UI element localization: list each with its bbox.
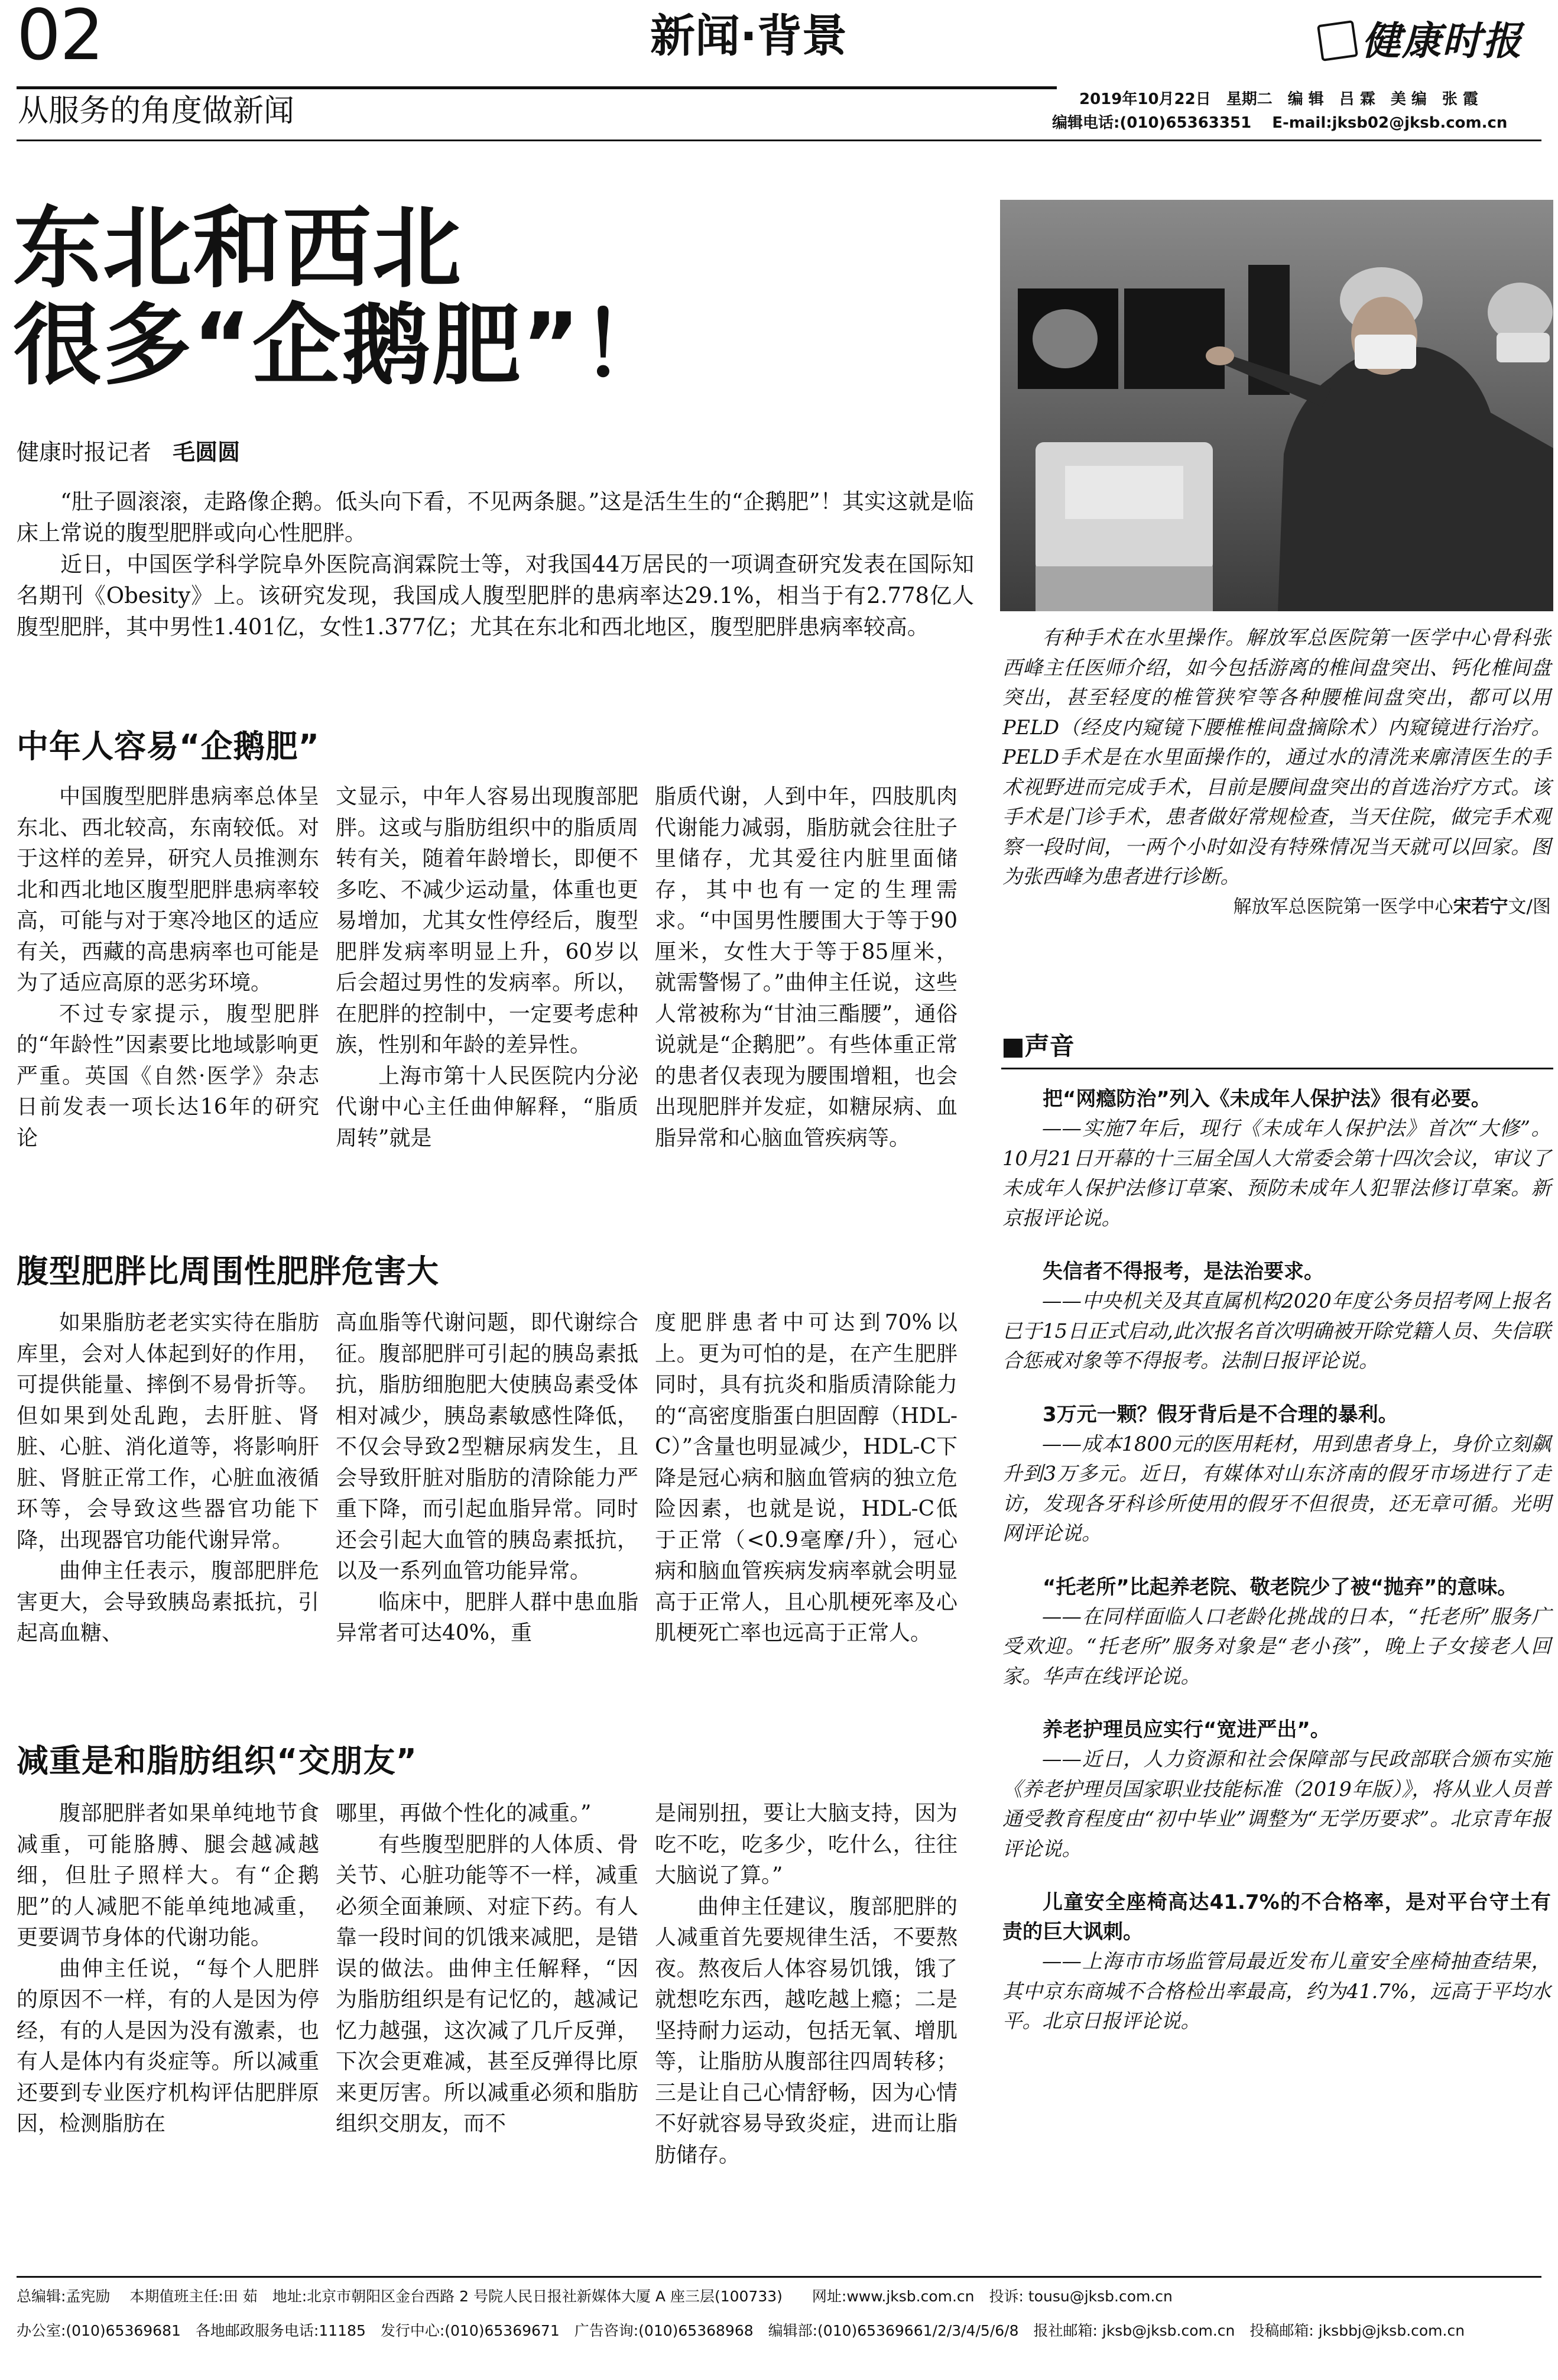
voice-title: 3万元一颗？假牙背后是不合理的暴利。 — [1043, 1402, 1398, 1426]
photo-credit-prefix: 解放军总医院第一医学中心 — [1233, 896, 1453, 917]
article-column — [336, 782, 638, 1154]
voices-rule — [1001, 1068, 1553, 1069]
photo-caption-text: 有种手术在水里操作。解放军总医院第一医学中心骨科张西峰主任医师介绍，如今包括游离的椎间盘突出、钙化椎间盘突出，甚至轻度的椎管狭窄等各种腰椎间盘突出，都可以用PELD（经皮内窥镜下腰椎椎间盘摘除术）内窥镜进行治疗。PELD手术是在水里面操作的，通过水的清洗来廓清医生的手术视野进而完成手术，目前是腰间盘突出的首选治疗方式。该手术是门诊手术，患者做好常规检查，当天住院，做完手术观察一段时间，一两个小时如没有特殊情况当天就可以回家。图为张西峰为患者进行诊断。 — [1002, 626, 1551, 888]
news-photo — [1000, 200, 1553, 611]
article-column — [655, 1798, 957, 2171]
photo-credit — [1002, 892, 1551, 922]
masthead-seal-icon — [1317, 20, 1358, 61]
voice-item — [1002, 1257, 1551, 1376]
voice-item — [1002, 1084, 1551, 1233]
voices-list — [1002, 1084, 1551, 2037]
header-info-line1: 2019年10月22日 星期二 编 辑 吕 霖 美 编 张 霞 — [1079, 90, 1478, 108]
body-paragraph: 脂质代谢，人到中年，四肢肌肉代谢能力减弱，脂肪就会往肚子里储存，尤其爱往内脏里面储存，其中也有一定的生理需求。“中国男性腰围大于等于90厘米，女性大于等于85厘米，就需警惕了。”曲伸主任说，这些人常被称为“甘油三酯腰”，通俗说就是“企鹅肥”。有些体重正常的患者仅表现为腰围增粗，也会出现肥胖并发症，如糖尿病、血脂异常和心脑血管疾病等。 — [655, 784, 957, 1150]
surgery-photo-illustration — [1000, 200, 1553, 611]
voice-item — [1002, 1888, 1551, 2037]
voice-body: ——实施7年后，现行《未成年人保护法》首次“大修”。10月21日开幕的十三届全国人大常委会第十四次会议，审议了未成年人保护法修订草案、预防未成年人犯罪法修订草案。新京报评论说。 — [1002, 1117, 1551, 1230]
header-slogan: 从服务的角度做新闻 — [18, 93, 295, 129]
voice-body: ——近日，人力资源和社会保障部与民政部联合颁布实施《养老护理员国家职业技能标准（2019年版）》，将从业人员普通受教育程度由“初中毕业”调整为“无学历要求”。北京青年报评论说。 — [1002, 1747, 1551, 1860]
voice-title: 失信者不得报考，是法治要求。 — [1043, 1260, 1324, 1283]
section-heading: 中年人容易“企鹅肥” — [17, 728, 320, 765]
photo-caption — [1002, 623, 1551, 922]
body-paragraph: 度肥胖患者中可达到70%以上。更为可怕的是，在产生肥胖同时，具有抗炎和脂质清除能力的“高密度脂蛋白胆固醇（HDL-C）”含量也明显减少，HDL-C下降是冠心病和脑血管病的独立危险因素，也就是说，HDL-C低于正常（<0.9毫摩/升），冠心病和脑血管疾病发病率就会明显高于正常人，且心肌梗死率及心肌梗死亡率也远高于正常人。 — [655, 1311, 957, 1645]
header-info-line2: 编辑电话:(010)65363351 E-mail:jksb02@jksb.com.cn — [1052, 114, 1508, 132]
article-column — [336, 1308, 638, 1649]
body-paragraph: 如果脂肪老老实实待在脂肪库里，会对人体起到好的作用，可提供能量、摔倒不易骨折等。但如果到处乱跑，去肝脏、肾脏、心脏、消化道等，将影响肝脏、肾脏正常工作，心脏血液循环等，会导致这些器官功能下降，出现器官功能代谢异常。 — [17, 1311, 319, 1552]
body-paragraph: 是闹别扭，要让大脑支持，因为吃不吃，吃多少，吃什么，往往大脑说了算。” — [655, 1801, 957, 1888]
body-paragraph: 有些腹型肥胖的人体质、骨关节、心脏功能等不一样，减重必须全面兼顾、对症下药。有人靠一段时间的饥饿来减肥，是错误的做法。曲伸主任解释，“因为脂肪组织是有记忆的，越减记忆力越强，这次减了几斤反弹，下次会更难减，甚至反弹得比原来更厉害。所以减重必须和脂肪组织交朋友，而不 — [336, 1832, 638, 2136]
body-paragraph: 不过专家提示，腹型肥胖的“年龄性”因素要比地域影响更严重。英国《自然·医学》杂志日前发表一项长达16年的研究论 — [17, 1001, 319, 1150]
section-title: 新闻·背景 — [650, 9, 847, 62]
voice-body: ——在同样面临人口老龄化挑战的日本，“托老所”服务广受欢迎。“托老所”服务对象是“老小孩”，晚上子女接老人回家。华声在线评论说。 — [1002, 1604, 1551, 1688]
voice-title: 把“网瘾防治”列入《未成年人保护法》很有必要。 — [1043, 1087, 1491, 1111]
body-paragraph: 临床中，肥胖人群中患血脂异常者可达40%，重 — [336, 1590, 638, 1645]
photo-credit-suffix: 文/图 — [1508, 896, 1551, 917]
voice-title: 养老护理员应实行“宽进严出”。 — [1043, 1718, 1330, 1742]
article-column — [655, 1308, 957, 1649]
body-paragraph: 高血脂等代谢问题，即代谢综合征。腹部肥胖可引起的胰岛素抵抗，脂肪细胞肥大使胰岛素受体相对减少，胰岛素敏感性降低，不仅会导致2型糖尿病发生，且会导致肝脏对脂肪的清除能力严重下降，而引起血脂异常。同时还会引起大血管的胰岛素抵抗，以及一系列血管功能异常。 — [336, 1311, 638, 1583]
body-paragraph: 中国腹型肥胖患病率总体呈东北、西北较高，东南较低。对于这样的差异，研究人员推测东北和西北地区腹型肥胖患病率较高，可能与对于寒冷地区的适应有关，西藏的高患病率也可能是为了适应高原的恶劣环境。 — [17, 784, 319, 995]
voice-item — [1002, 1400, 1551, 1549]
voice-item — [1002, 1715, 1551, 1864]
voices-heading: ■声音 — [1001, 1032, 1075, 1061]
article-column — [17, 782, 319, 1154]
masthead-name: 健康时报 — [1362, 18, 1523, 64]
article-column — [17, 1798, 319, 2140]
photo-credit-name: 宋若宁 — [1453, 896, 1508, 917]
voice-title: “托老所”比起养老院、敬老院少了被“抛弃”的意味。 — [1043, 1575, 1518, 1599]
article-column — [17, 1308, 319, 1649]
header-bottom-rule — [17, 140, 1541, 141]
byline-name: 毛圆圆 — [173, 439, 241, 465]
voice-body: ——成本1800元的医用耗材，用到患者身上，身价立刻飙升到3万多元。近日，有媒体对山东济南的假牙市场进行了走访，发现各牙科诊所使用的假牙不但很贵，还无章可循。光明网评论说。 — [1002, 1432, 1551, 1545]
body-paragraph: 哪里，再做个性化的减重。” — [336, 1801, 592, 1825]
section-heading: 腹型肥胖比周围性肥胖危害大 — [17, 1253, 439, 1290]
body-paragraph: 腹部肥胖者如果单纯地节食减重，可能胳膊、腿会越减越细，但肚子照样大。有“企鹅肥”的人减肥不能单纯地减重，更要调节身体的代谢功能。 — [17, 1801, 319, 1950]
voice-item — [1002, 1572, 1551, 1692]
footer-line1: 总编辑:孟宪励 本期值班主任:田 茹 地址:北京市朝阳区金台西路 2 号院人民日报社新媒体大厦 A 座三层(100733) 网址:www.jksb.com.cn 投诉: tousu@jksb.com.cn — [17, 2288, 1173, 2305]
headline-line2: 很多“企鹅肥”！ — [13, 294, 671, 397]
footer-rule — [17, 2276, 1541, 2278]
byline-prefix: 健康时报记者 — [17, 439, 152, 465]
masthead-logo — [1319, 18, 1544, 65]
headline-line1: 东北和西北 — [13, 197, 463, 300]
body-paragraph: 曲伸主任说，“每个人肥胖的原因不一样，有的人是因为停经，有的人是因为没有激素，也有人是体内有炎症等。所以减重还要到专业医疗机构评估肥胖原因，检测脂肪在 — [17, 1956, 319, 2136]
header-rule — [17, 86, 1057, 89]
voice-body: ——上海市市场监管局最近发布儿童安全座椅抽查结果，其中京东商城不合格检出率最高，约为41.7%，远高于平均水平。北京日报评论说。 — [1002, 1950, 1551, 2032]
section-heading: 减重是和脂肪组织“交朋友” — [17, 1742, 417, 1779]
article-column — [336, 1798, 638, 2140]
voice-title: 儿童安全座椅高达41.7%的不合格率，是对平台守土有责的巨大讽刺。 — [1002, 1891, 1551, 1944]
body-paragraph: 文显示，中年人容易出现腹部肥胖。这或与脂肪组织中的脂质周转有关，随着年龄增长，即便不多吃、不减少运动量，体重也更易增加，尤其女性停经后，腹型肥胖发病率明显上升，60岁以后会超过男性的发病率。所以，在肥胖的控制中，一定要考虑种族，性别和年龄的差异性。 — [336, 784, 638, 1057]
lead-paragraphs — [17, 486, 974, 643]
page-number: 02 — [17, 0, 103, 76]
body-paragraph: 上海市第十人民医院内分泌代谢中心主任曲伸解释，“脂质周转”就是 — [336, 1063, 638, 1150]
body-paragraph: 曲伸主任表示，腹部肥胖危害更大，会导致胰岛素抵抗，引起高血糖、 — [17, 1559, 319, 1645]
article-column — [655, 782, 957, 1154]
lead-paragraph: 近日，中国医学科学院阜外医院高润霖院士等，对我国44万居民的一项调查研究发表在国际知名期刊《Obesity》上。该研究发现，我国成人腹型肥胖的患病率达29.1%，相当于有2.778亿人腹型肥胖，其中男性1.401亿，女性1.377亿；尤其在东北和西北地区，腹型肥胖患病率较高。 — [17, 552, 974, 640]
body-paragraph: 曲伸主任建议，腹部肥胖的人减重首先要规律生活，不要熬夜。熬夜后人体容易饥饿，饿了就想吃东西，越吃越上瘾；二是坚持耐力运动，包括无氧、增肌等，让脂肪从腹部往四周转移；三是让自己心情舒畅，因为心情不好就容易导致炎症，进而让脂肪储存。 — [655, 1894, 957, 2167]
voice-body: ——中央机关及其直属机构2020年度公务员招考网上报名已于15日正式启动,此次报名首次明确被开除党籍人员、失信联合惩戒对象等不得报考。法制日报评论说。 — [1002, 1289, 1551, 1372]
footer-line2: 办公室:(010)65369681 各地邮政服务电话:11185 发行中心:(010)65369671 广告咨询:(010)65368968 编辑部:(010)65369661/2/3/4/5/6/8 报社邮箱: jksb@jksb.com.cn 投稿邮箱: jksbbj@jksb.com.cn — [17, 2322, 1465, 2339]
lead-paragraph: “肚子圆滚滚，走路像企鹅。低头向下看，不见两条腿。”这是活生生的“企鹅肥”！其实这就是临床上常说的腹型肥胖或向心性肥胖。 — [17, 489, 974, 546]
byline — [17, 437, 240, 467]
